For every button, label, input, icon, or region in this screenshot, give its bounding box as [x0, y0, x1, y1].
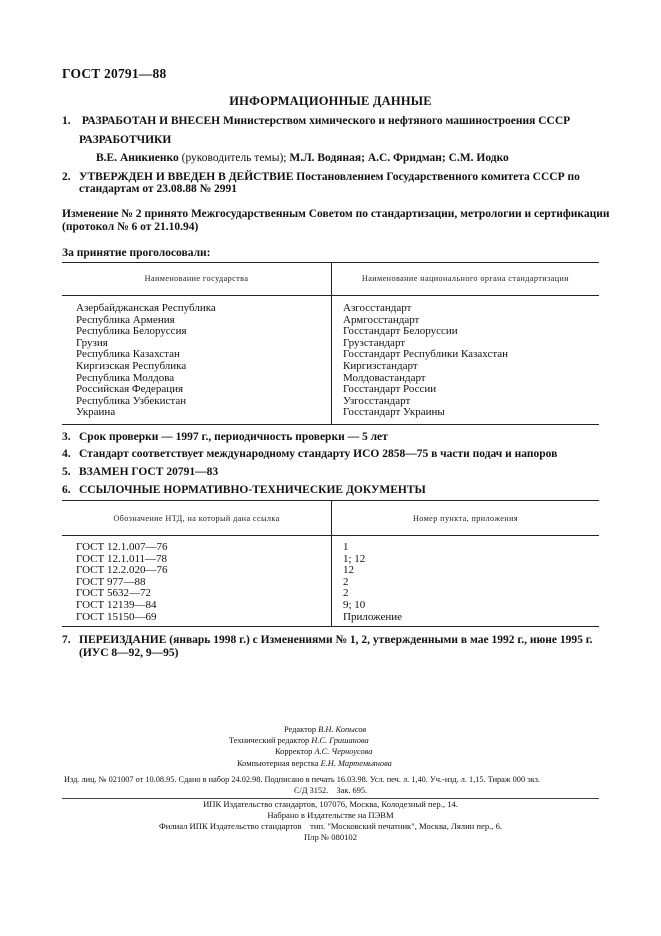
ref-table-items [343, 542, 402, 623]
developer-lead-name: В.Е. Аникиенко [96, 152, 179, 164]
table-cell-item: Приложение [343, 610, 403, 623]
section-1 [62, 114, 570, 129]
credit-role: Технический редактор [229, 736, 310, 746]
section-7-number: 7. [62, 634, 71, 646]
table-cell-item: 1 [343, 541, 349, 553]
section-3-number: 3. [62, 431, 71, 443]
table-cell-doc: ГОСТ 12.2.020—76 [76, 564, 168, 577]
table-cell-state: Азербайджанская Республика [76, 302, 216, 314]
table-cell-body: Грузстандарт [343, 336, 406, 349]
ref-table-col2-header: Номер пункта, приложения [412, 514, 519, 523]
table-cell-body: Госстандарт России [343, 383, 437, 396]
vote-table-col2-header: Наименование национального органа стандартизации [361, 274, 570, 283]
developer-lead-role: (руководитель темы); [181, 152, 287, 164]
credit-role: Корректор [275, 747, 313, 757]
credit-role: Редактор [284, 725, 317, 734]
developers-others: М.Л. Водяная; А.С. Фридман; С.М. Иодко [289, 152, 509, 164]
vote-table-col1-header: Наименование государства [144, 274, 249, 283]
table-cell-state: Республика Казахстан [76, 348, 180, 361]
table-cell-body: Азгосстандарт [343, 302, 412, 314]
section-1-number: 1. [62, 115, 71, 127]
editorial-credits [229, 724, 392, 769]
ref-table-docs [76, 542, 167, 623]
print-info-line2: С/Д 3152. Зак. 695. [294, 786, 368, 795]
change-line1: Изменение № 2 принято Межгосударственным Советом по стандартизации, метрологии и сертификации [62, 208, 610, 220]
section-5-text: ВЗАМЕН ГОСТ 20791—83 [79, 466, 219, 478]
credit-name: А.С. Черноусова [314, 747, 373, 757]
section-3 [62, 430, 388, 445]
credit-name: Н.С. Гришанова [311, 736, 369, 746]
table-cell-item: 2 [343, 575, 349, 588]
table-cell-state: Республика Молдова [76, 371, 175, 384]
table-cell-state: Республика Белоруссия [76, 325, 187, 338]
table-cell-doc: ГОСТ 15150—69 [76, 610, 157, 623]
table-cell-item: 1; 12 [343, 552, 366, 565]
table-cell-body: Госстандарт Украины [343, 406, 445, 419]
section-7-line1: ПЕРЕИЗДАНИЕ (январь 1998 г.) с Изменениями № 1, 2, утвержденными в мае 1992 г., июне 1995 г. [79, 634, 593, 646]
table-cell-item: 9; 10 [343, 598, 366, 611]
credit-proofreader [229, 746, 392, 757]
section-2-number: 2. [62, 171, 71, 183]
table-cell-doc: ГОСТ 12.1.007—76 [76, 541, 168, 553]
section-6-text: ССЫЛОЧНЫЕ НОРМАТИВНО-ТЕХНИЧЕСКИЕ ДОКУМЕНТЫ [79, 484, 426, 496]
imprint-line1: ИПК Издательство стандартов, 107076, Москва, Колодезный пер., 14. [203, 799, 458, 809]
table-cell-doc: ГОСТ 977—88 [76, 575, 146, 588]
section-4 [62, 447, 557, 462]
table-cell-item: 12 [343, 564, 354, 577]
credit-role: Компьютерная верстка [237, 758, 319, 768]
voted-label: За принятие проголосовали: [62, 247, 211, 259]
section-5-number: 5. [62, 466, 71, 478]
ref-table-col1-header: Обозначение НТД, на который дана ссылка [113, 514, 280, 523]
credit-name: В.Н. Копысов [318, 725, 367, 734]
imprint-line2: Набрано в Издательстве на ПЭВМ [267, 810, 394, 820]
imprint-line4: Плр № 080102 [303, 832, 358, 842]
table-cell-state: Республика Узбекистан [76, 394, 187, 407]
table-cell-state: Российская Федерация [76, 383, 184, 396]
credit-editor [229, 724, 392, 735]
table-cell-item: 2 [343, 587, 349, 600]
ref-table-bottom-rule [62, 626, 599, 627]
document-code: ГОСТ 20791—88 [62, 66, 167, 81]
table-cell-doc: ГОСТ 12.1.011—78 [76, 552, 168, 565]
table-cell-state: Украина [76, 406, 116, 419]
section-4-number: 4. [62, 448, 71, 460]
section-6-number: 6. [62, 484, 71, 496]
developers-list [96, 151, 509, 166]
section-3-text: Срок проверки — 1997 г., периодичность проверки — 5 лет [79, 431, 388, 443]
table-cell-body: Армгосстандарт [343, 313, 420, 326]
credit-tech-editor [229, 735, 392, 746]
table-cell-body: Молдовастандарт [343, 371, 426, 384]
print-info-line1: Изд. лиц. № 021007 от 10.08.95. Сдано в набор 24.02.98. Подписано в печать 16.03.98. Усл. печ. л. 1,40. Уч.-изд. л. 1,15. Тираж 000 экз. [64, 775, 540, 784]
section-7-line2: (ИУС 8—92, 9—95) [79, 647, 179, 659]
imprint-line3: Филиал ИПК Издательство стандартов тип. "Московский печатник", Москва, Лялин пер., 6. [158, 821, 503, 831]
section-6 [62, 483, 426, 498]
table-cell-state: Республика Армения [76, 313, 175, 326]
credit-name: Е.Н. Мартемьянова [320, 758, 392, 768]
table-cell-body: Узгосстандарт [343, 394, 411, 407]
developers-label: РАЗРАБОТЧИКИ [79, 134, 172, 146]
vote-table-bottom-rule [62, 424, 599, 425]
credit-layout [229, 758, 392, 769]
section-1-lead: РАЗРАБОТАН И ВНЕСЕН [81, 115, 221, 127]
change-line2: (протокол № 6 от 21.10.94) [62, 221, 199, 233]
table-cell-body: Госстандарт Республики Казахстан [343, 348, 509, 361]
table-cell-state: Грузия [76, 336, 108, 349]
table-cell-state: Киргизская Республика [76, 359, 187, 372]
section-2-line2: стандартам от 23.08.88 № 2991 [79, 183, 238, 195]
section-1-text: Министерством химического и нефтяного машиностроения СССР [222, 115, 571, 127]
vote-table-bodies [343, 303, 508, 419]
table-cell-body: Киргизстандарт [343, 359, 418, 372]
vote-table-divider [331, 262, 332, 424]
section-5 [62, 465, 218, 480]
section-2-line1: УТВЕРЖДЕН И ВВЕДЕН В ДЕЙСТВИЕ Постановлением Государственного комитета СССР по [79, 171, 580, 183]
vote-table-states [76, 303, 216, 419]
section-4-text: Стандарт соответствует международному стандарту ИСО 2858—75 в части подач и напоров [79, 448, 558, 460]
table-cell-doc: ГОСТ 12139—84 [76, 598, 157, 611]
table-cell-doc: ГОСТ 5632—72 [76, 587, 151, 600]
page-heading: ИНФОРМАЦИОННЫЕ ДАННЫЕ [229, 94, 432, 108]
table-cell-body: Госстандарт Белоруссии [343, 325, 458, 338]
